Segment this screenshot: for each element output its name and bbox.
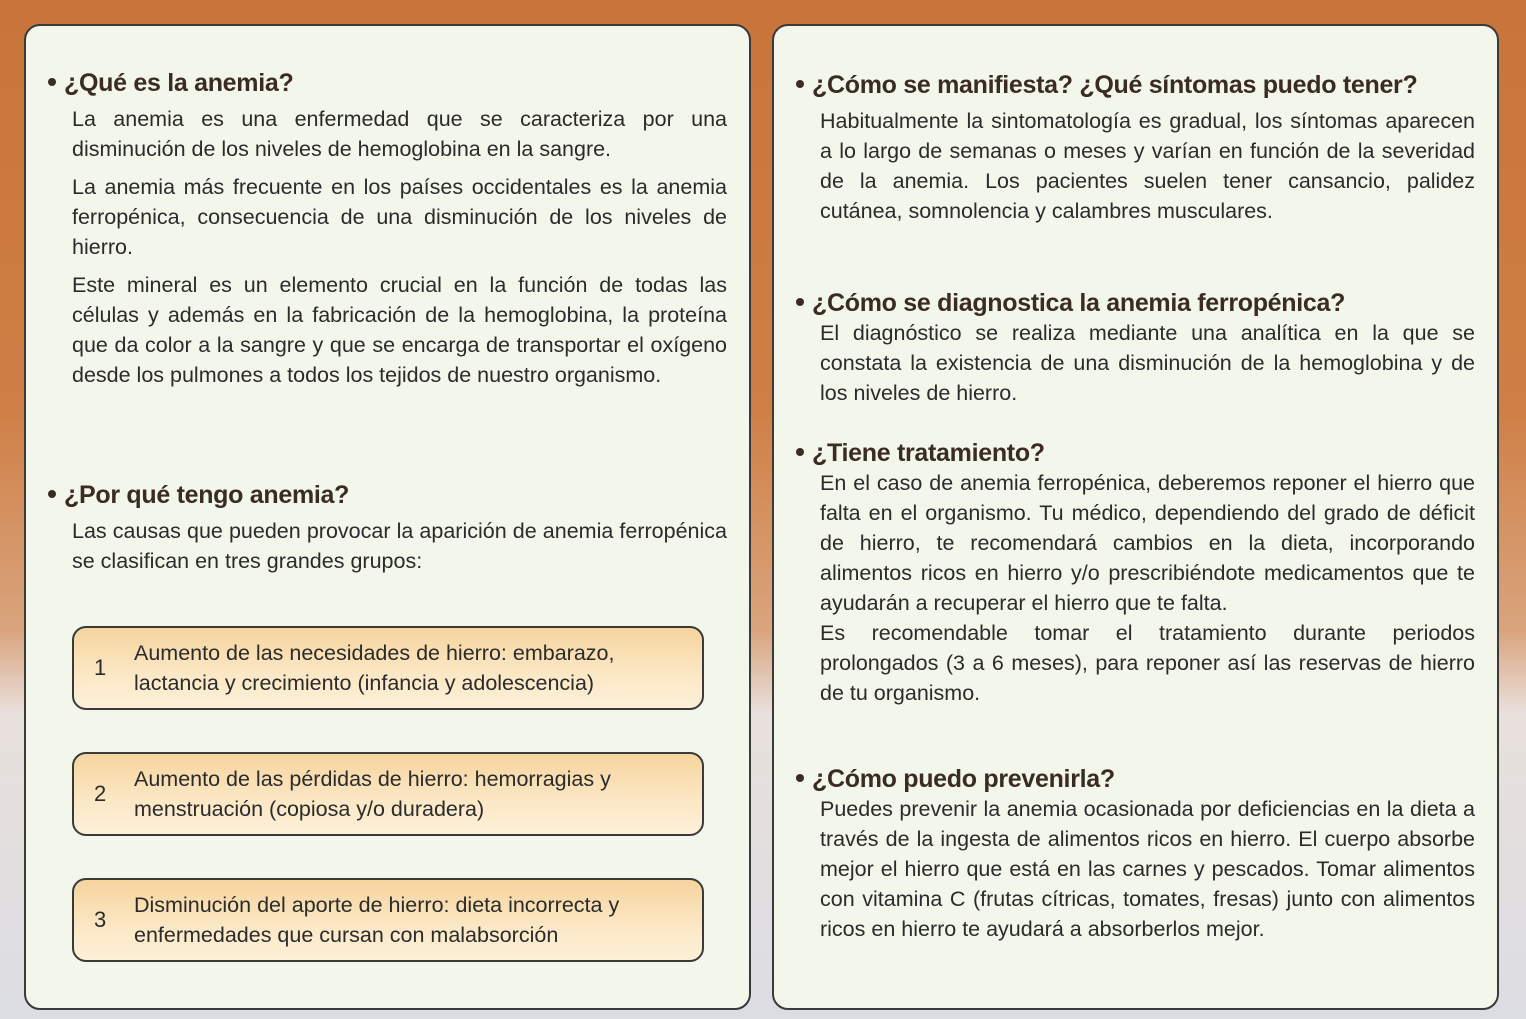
paragraph: Este mineral es un elemento crucial en la función de todas las células y además en la fabricación de la hemoglobina, la proteína que da color a la sangre y que se encarga de transportar el oxígeno desde los pulmones a todos los tejidos de nuestro organismo. [72, 273, 727, 387]
cause-box-2 [72, 752, 704, 836]
section-heading: ¿Por qué tengo anemia? [48, 480, 727, 510]
bullet-icon [796, 80, 804, 88]
cause-number: 2 [94, 781, 107, 806]
bullet-icon [48, 78, 56, 86]
right-panel [772, 24, 1499, 1010]
section-heading: ¿Tiene tratamiento? [796, 438, 1475, 468]
paragraph: El diagnóstico se realiza mediante una analítica en la que se constata la existencia de una disminución de la hemoglobina y de los niveles de hierro. [820, 321, 1475, 405]
bullet-icon [796, 448, 804, 456]
cause-text: Aumento de las necesidades de hierro: embarazo, lactancia y crecimiento (infancia y adolescencia) [134, 641, 615, 695]
bullet-icon [48, 490, 56, 498]
paragraph: Es recomendable tomar el tratamiento durante periodos prolongados (3 a 6 meses), para reponer así las reservas de hierro de tu organismo. [820, 621, 1475, 705]
section-diagnostico [796, 288, 1475, 408]
paragraph: Habitualmente la sintomatología es gradual, los síntomas aparecen a lo largo de semanas o meses y varían en función de la severidad de la anemia. Los pacientes suelen tener cansancio, palidez cutánea, somnolencia y calambres musculares. [820, 109, 1475, 223]
section-por-que-tengo-anemia [48, 480, 727, 576]
paragraph: Puedes prevenir la anemia ocasionada por deficiencias en la dieta a través de la ingesta de alimentos ricos en hierro. El cuerpo absorbe mejor el hierro que está en las carnes y pescados. Tomar alimentos con vitamina C (frutas cítricas, tomates, fresas) junto con alimentos ricos en hierro te ayudará a absorberlos mejor. [820, 797, 1475, 941]
section-heading: ¿Cómo puedo prevenirla? [796, 764, 1475, 794]
paragraph: La anemia es una enfermedad que se caracteriza por una disminución de los niveles de hemoglobina en la sangre. [72, 107, 727, 161]
paragraph: En el caso de anemia ferropénica, deberemos reponer el hierro que falta en el organismo. Tu médico, dependiendo del grado de déficit de hierro, te recomendará cambios en la dieta, incorporando alimentos ricos en hierro y/o prescribiéndote medicamentos que te ayudarán a recuperar el hierro que te falta. [820, 471, 1475, 615]
cause-box-1 [72, 626, 704, 710]
cause-box-3 [72, 878, 704, 962]
section-heading: ¿Cómo se manifiesta? ¿Qué síntomas puedo tener? [796, 70, 1475, 100]
section-que-es-anemia [48, 68, 727, 390]
paragraph: Las causas que pueden provocar la aparición de anemia ferropénica se clasifican en tres grandes grupos: [72, 519, 727, 573]
section-sintomas [796, 70, 1475, 226]
left-panel [24, 24, 751, 1010]
cause-text: Disminución del aporte de hierro: dieta incorrecta y enfermedades que cursan con malabsorción [134, 893, 620, 947]
cause-text: Aumento de las pérdidas de hierro: hemorragias y menstruación (copiosa y/o duradera) [134, 767, 611, 821]
cause-number: 1 [94, 655, 107, 680]
section-prevencion [796, 764, 1475, 944]
section-heading: ¿Qué es la anemia? [48, 68, 727, 98]
bullet-icon [796, 298, 804, 306]
bullet-icon [796, 774, 804, 782]
section-tratamiento [796, 438, 1475, 708]
section-heading: ¿Cómo se diagnostica la anemia ferropénica? [796, 288, 1475, 318]
cause-number: 3 [94, 907, 107, 932]
paragraph: La anemia más frecuente en los países occidentales es la anemia ferropénica, consecuencia de una disminución de los niveles de hierro. [72, 175, 727, 259]
